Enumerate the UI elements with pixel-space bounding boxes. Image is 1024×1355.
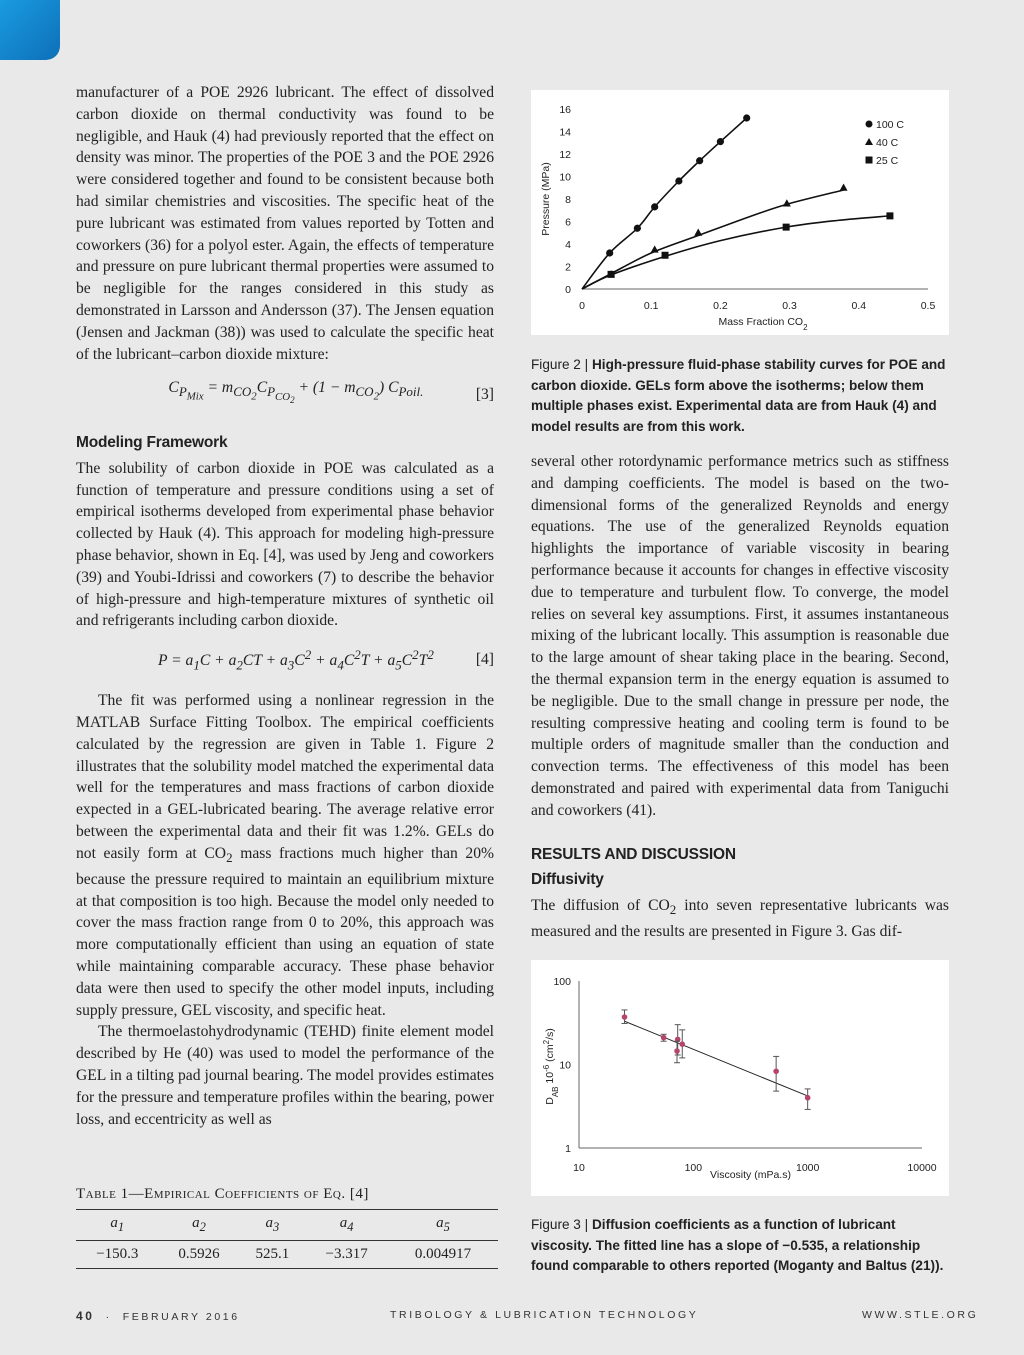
equation-number: [3] <box>475 385 494 403</box>
data-point <box>622 1014 628 1020</box>
x-tick-label: 0.1 <box>643 300 659 312</box>
data-point <box>674 1048 680 1054</box>
paragraph: The diffusion of $CO_2$ into seven representative lubricants was measured and the results are presented in Figure 3. Gas dif- <box>531 897 949 941</box>
figure-3-chart <box>531 960 949 1196</box>
data-point-circle <box>606 249 613 256</box>
x-tick-label: 10000 <box>907 1162 937 1174</box>
data-point <box>805 1095 811 1101</box>
x-tick-label: 0.5 <box>920 300 936 312</box>
figure-2-chart <box>531 90 949 335</box>
paragraph: The solubility of carbon dioxide in POE was calculated as a function of temperature and pressure conditions using a set of empirical isotherms developed from experimental phase behavior collected by Hauk (4). This approach for modeling high-pressure phase behavior, shown in Eq. [4], was used by Jeng and coworkers (39) and Youbi-Idrissi and coworkers (7) to describe the behavior of high-pressure and high-temperature mixtures of synthetic oil and refrigerants including carbon dioxide. <box>76 459 494 630</box>
table-header-cell: $a_2$ <box>192 1215 206 1234</box>
x-tick-label: 1000 <box>795 1162 820 1174</box>
y-tick-label: 10 <box>559 1059 571 1072</box>
x-tick-label: 100 <box>684 1162 703 1174</box>
equation-number: [4] <box>475 651 494 669</box>
table-header-cell: $a_1$ <box>110 1215 125 1234</box>
table-title: Table 1—Empirical Coefficients of Eq. [4] <box>76 1186 369 1202</box>
table-cell: 525.1 <box>255 1246 290 1262</box>
paragraph: several other rotordynamic performance metrics such as stiffness and damping coefficients. The model is based on the two-dimensional forms of the generalized Reynolds and energy equations. The use of the generalized Reynolds equation highlights the importance of variable viscosity in bearing performance because it accounts for changes in effective viscosity due to temperature and turbulent flow. To converge, the model relies on several key assumptions. First, it assumes instantaneous mixing of the lubricant locally. This assumption is reasonable due to the large amount of shear taking place in the bearing. Second, the thermal expansion term in the energy equation is assumed to be negligible. Due to the small change in pressure per node, the resulting compressive heating and cooling term is found to be multiple orders of magnitude smaller than the conduction and convection terms. The effectiveness of this model has been demonstrated and paired with experimental data from Taniguchi and coworkers (41). <box>531 453 949 819</box>
y-tick-label: 4 <box>565 239 571 251</box>
subsection-heading: Diffusivity <box>531 871 604 889</box>
data-point-square <box>783 224 790 231</box>
section-heading: RESULTS AND DISCUSSION <box>531 845 736 863</box>
paragraph: manufacturer of a POE 2926 lubricant. The effect of dissolved carbon dioxide on thermal conductivity was found to be negligible, and Hauk (4) had previously reported that the effect on density was minor. The properties of the POE 3 and the POE 2926 were considered together and found to be consistent because both had similar chemistries and viscosities. The specific heat of the pure lubricant was estimated from values reported by Totten and coworkers (36) for a polyol ester. Again, the effects of temperature and pressure on pure lubricant thermal properties were assumed to be negligible for the ranges considered in this study as demonstrated in Larsson and Andersson (37). The Jensen equation (Jensen and Jackman (38)) was used to calculate the specific heat of the lubricant–carbon dioxide mixture: <box>76 84 494 363</box>
legend-label: 40 C <box>876 137 899 149</box>
x-tick-label: 0 <box>579 300 585 312</box>
y-tick-label: 2 <box>565 261 571 274</box>
y-axis-label: Pressure (MPa) <box>540 162 552 236</box>
data-point-triangle <box>694 229 702 236</box>
footer-left: 40 · FEBRUARY 2016 <box>76 1309 240 1323</box>
table-cell: 0.5926 <box>178 1246 220 1262</box>
series-line-40-C <box>582 190 844 289</box>
legend-marker-square <box>866 157 873 164</box>
left-column <box>76 82 494 1130</box>
y-tick-label: 8 <box>565 194 571 206</box>
equation-4 <box>76 644 494 676</box>
legend-label: 25 C <box>876 155 899 167</box>
data-point-circle <box>675 177 682 184</box>
y-tick-label: 10 <box>559 171 571 184</box>
data-point-circle <box>634 225 641 232</box>
x-axis-label: Mass Fraction $CO_2$ <box>718 316 808 332</box>
y-axis-label: $D_{AB}$ $10^{-6}$ $(cm^2/s)$ <box>541 1028 560 1105</box>
figure-2-caption: Figure 2 | High-pressure fluid-phase stability curves for POE and carbon dioxide. GELs form above the isotherms; below them multiple phases exist. Experimental data are from Hauk (4) and model results are from this work. <box>531 357 946 434</box>
x-tick-label: 0.4 <box>851 300 867 312</box>
table-cell: −3.317 <box>325 1246 368 1262</box>
table-cell: 0.004917 <box>414 1246 472 1262</box>
data-point-square <box>608 271 615 278</box>
footer-url: WWW.STLE.ORG <box>862 1309 979 1321</box>
legend-label: 100 C <box>876 119 905 131</box>
table-header-cell: $a_5$ <box>436 1215 450 1234</box>
data-point-circle <box>651 203 658 210</box>
x-tick-label: 10 <box>573 1162 585 1174</box>
data-point-circle <box>743 114 750 121</box>
table-cell: −150.3 <box>96 1246 139 1262</box>
x-tick-label: 0.2 <box>713 300 728 312</box>
y-tick-label: 100 <box>553 976 571 988</box>
pressure-chart-svg <box>531 90 949 335</box>
legend-marker-triangle <box>865 138 873 145</box>
figure-3-caption: Figure 3 | Diffusion coefficients as a function of lubricant viscosity. The fitted line has a slope of −0.535, a relationship found comparable to others reported (Moganty and Baltus (21)). <box>531 1217 944 1273</box>
y-tick-label: 12 <box>559 149 571 161</box>
fit-line <box>624 1021 807 1096</box>
x-axis-label: Viscosity (mPa.s) <box>710 1169 791 1181</box>
y-tick-label: 0 <box>565 284 571 296</box>
y-tick-label: 14 <box>559 126 571 139</box>
paragraph: The thermoelastohydrodynamic (TEHD) finite element model described by He (40) was used to model the performance of the GEL in a tilting pad journal bearing. The model provides estimates for the pressure and temperature profiles within the bearing, power loss, and eccentricity as well as <box>76 1023 494 1128</box>
diffusivity-chart-svg <box>531 960 949 1196</box>
y-tick-label: 6 <box>565 216 571 229</box>
data-point <box>661 1035 667 1041</box>
paragraph: The fit was performed using a nonlinear regression in the MATLAB Surface Fitting Toolbox. The empirical coefficients calculated by the regression are given in Table 1. Figure 2 illustrates that the solubility model matched the experimental data well for the temperatures and mass fractions of carbon dioxide expected in a GEL-lubricated bearing. The average relative error between the experimental data and their fit was 1.2%. GELs do not easily form at $CO_2$ mass fractions much higher than 20% because the pressure required to maintain an equilibrium mixture at that composition is too high. Because the model only needed to cover the mass fraction range from 0 to 20%, this approach was more computationally efficient than using an equation of state while maintaining comparable accuracy. These phase behavior data were then used to specify the other model inputs, including supply pressure, GEL viscosity, and specific heat. <box>76 692 495 1019</box>
data-point-square <box>886 212 893 219</box>
data-point-circle <box>696 157 703 164</box>
series-line-25-C <box>582 216 890 289</box>
table-header-cell: $a_4$ <box>339 1215 354 1234</box>
section-heading: Modeling Framework <box>76 434 228 452</box>
equation-4-expression: $P = a_1C + a_2CT + a_3C^2 + a_4C^2T + a_5C^2T^2$ <box>157 647 434 673</box>
data-point-triangle <box>651 245 659 252</box>
data-point <box>773 1068 779 1074</box>
table-header-cell: $a_3$ <box>265 1215 280 1234</box>
data-point-square <box>662 252 669 259</box>
equation-3-expression: $C_{P_{Mix}} = m_{CO_2}C_{P_{CO_2}} + (1 - m_{CO_2})$ $C_{Poil.}$ <box>168 379 424 406</box>
data-point-triangle <box>840 184 848 191</box>
footer-journal: TRIBOLOGY & LUBRICATION TECHNOLOGY <box>390 1309 699 1321</box>
x-tick-label: 0.3 <box>782 300 797 312</box>
table-1 <box>76 1186 498 1269</box>
y-tick-label: 16 <box>559 104 571 116</box>
corner-tab-decoration <box>0 0 60 60</box>
equation-3 <box>76 377 494 412</box>
data-point-circle <box>717 138 724 145</box>
data-point <box>679 1041 685 1047</box>
legend-marker-circle <box>866 121 873 128</box>
y-tick-label: 1 <box>565 1143 571 1155</box>
right-column <box>531 451 949 943</box>
coefficients-table <box>76 1209 498 1269</box>
